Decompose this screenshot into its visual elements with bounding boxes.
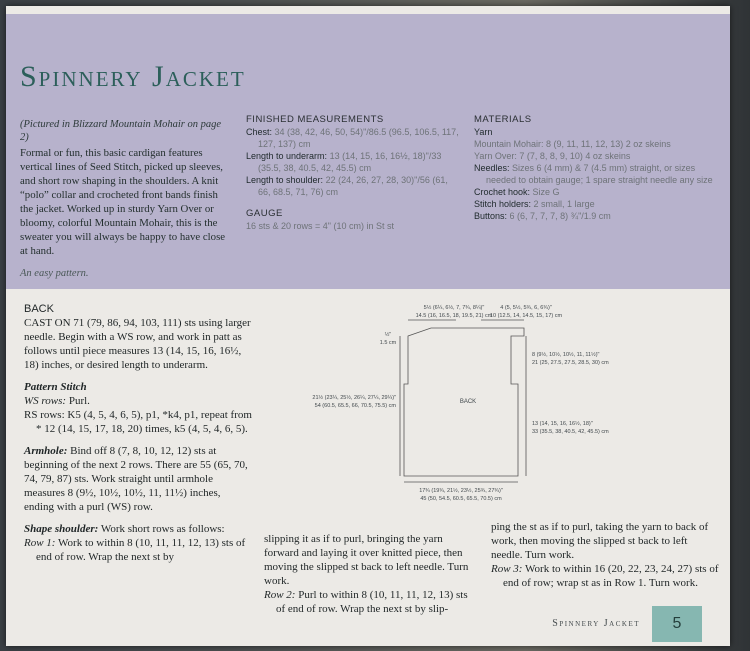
back-heading: BACK (24, 303, 54, 315)
row2-value: Purl to within 8 (10, 11, 11, 12, 13) sts of end of row. Wrap the next st by slip- (276, 589, 468, 615)
holders-value: 2 small, 1 large (533, 199, 595, 209)
pictured-note: (Pictured in Blizzard Mountain Mohair on page 2) (20, 119, 222, 143)
underarm-value: 13 (14, 15, 16, 16½, 18)"/33 (35.5, 38, 40.5, 42, 45.5) cm (258, 151, 442, 173)
difficulty-note: An easy pattern. (20, 268, 89, 279)
width-meas-in: 17¾ (19¾, 21½, 23½, 25¾, 27¾)" (419, 488, 503, 494)
armhole-label: Armhole: (24, 445, 68, 457)
cast-on-text: CAST ON 71 (79, 86, 94, 103, 111) sts using larger needle. Begin with a WS row, and work in patt as follows until piece measures 13 (14, 15, 16, 16½, 18) inches, or desired length to underarm. (24, 317, 251, 371)
materials-heading: MATERIALS (474, 114, 532, 125)
armhole-meas-cm: 21 (25, 27.5, 27.5, 28.5, 30) cm (532, 360, 609, 366)
materials (474, 114, 719, 222)
shape-shoulder-label: Shape shoulder: (24, 523, 99, 535)
gauge-heading: GAUGE (246, 208, 283, 219)
buttons-value: 6 (6, 7, 7, 7, 8) ¾"/1.9 cm (509, 211, 611, 221)
needles-label: Needles: (474, 163, 510, 173)
chest-label: Chest: (246, 127, 273, 137)
page-title: Spinnery Jacket (20, 60, 246, 93)
finished-measurements (246, 114, 461, 232)
armhole-meas-in: 8 (9½, 10½, 10½, 11, 11½)" (532, 352, 600, 358)
row2-continued: ping the st as if to purl, taking the yarn to back of work, then moving the slipped st back to left needle. Turn work. (491, 521, 709, 561)
top-right-meas-cm: 10 (12.5, 14, 14.5, 15, 17) cm (489, 313, 563, 319)
top-left-meas-cm: 14.5 (16, 16.5, 18, 19.5, 21) cm (415, 313, 493, 319)
schematic-diagram (296, 296, 716, 511)
shape-shoulder-value: Work short rows as follows: (100, 523, 225, 535)
hook-value: Size G (532, 187, 560, 197)
yarn-yarnover: Yarn Over: 7 (7, 8, 8, 9, 10) 4 oz skeins (474, 151, 631, 161)
length-meas-cm: 33 (35.5, 38, 40.5, 42, 45.5) cm (532, 429, 609, 435)
needles-value: Sizes 6 (4 mm) & 7 (4.5 mm) straight, or sizes needed to obtain gauge; 1 spare straight needle any size (486, 163, 713, 185)
width-meas-cm: 45 (50, 54.5, 60.5, 65.5, 70.5) cm (420, 496, 502, 502)
row1-value: Work to within 8 (10, 11, 11, 12, 13) sts of end of row. Wrap the next st by (36, 537, 246, 563)
shoulder-label: Length to shoulder: (246, 175, 324, 185)
book-page (6, 6, 730, 646)
yarn-label: Yarn (474, 127, 493, 137)
ws-value: Purl. (68, 395, 90, 407)
underarm-label: Length to underarm: (246, 151, 328, 161)
rs-value: K5 (4, 5, 4, 6, 5), p1, *k4, p1, repeat from * 12 (14, 15, 17, 18, 20) times, k5 (4, 5, 4, 6, 5). (36, 409, 252, 435)
page-footer (6, 604, 730, 646)
slope-meas-cm: 1.5 cm (379, 340, 397, 346)
shoulder-value: 22 (24, 26, 27, 28, 30)"/56 (61, 66, 68.5, 71, 76) cm (258, 175, 448, 197)
back-instructions (24, 302, 252, 564)
piece-label: BACK (459, 399, 477, 405)
holders-label: Stitch holders: (474, 199, 532, 209)
pattern-heading: Pattern Stitch (24, 381, 87, 393)
hook-label: Crochet hook: (474, 187, 531, 197)
side-left-meas-cm: 54 (60.5, 65.5, 66, 70.5, 75.5) cm (314, 403, 396, 409)
length-meas-in: 13 (14, 15, 16, 16½, 18)" (532, 421, 593, 427)
top-left-meas-in: 5½ (6¼, 6½, 7, 7¾, 8¼)" (423, 305, 485, 311)
intro-text: Formal or fun, this basic cardigan features vertical lines of Seed Stitch, picked up sleeves, and short row shaping in the shoulders. A knit “polo” collar and crocheted front bands finish the jacket. Worked up in sturdy Yarn Over or bloomy, colorful Mountain Mohair, this is the sweater you will always be happy to have close at hand. (20, 147, 226, 257)
row3-value: Work to within 16 (20, 22, 23, 24, 27) sts of end of row; wrap st as in Row 1. Turn work. (503, 563, 719, 589)
slope-meas-in: ½" (384, 332, 392, 338)
row1-continued: slipping it as if to purl, bringing the yarn forward and laying it over knitted piece, then moving the slipped st back to left needle. Turn work. (264, 533, 469, 587)
top-right-meas-in: 4 (5, 5½, 5¾, 6, 6¾)" (500, 305, 552, 311)
instructions-column-3 (491, 520, 719, 590)
finished-heading: FINISHED MEASUREMENTS (246, 114, 384, 125)
buttons-label: Buttons: (474, 211, 508, 221)
row2-label: Row 2: (264, 589, 296, 601)
gauge-value: 16 sts & 20 rows = 4" (10 cm) in St st (246, 221, 394, 231)
page-number: 5 (652, 606, 702, 642)
chest-value: 34 (38, 42, 46, 50, 54)"/86.5 (96.5, 106.5, 117, 127, 137) cm (258, 127, 459, 149)
yarn-mohair: Mountain Mohair: 8 (9, 11, 11, 12, 13) 2 oz skeins (474, 139, 671, 149)
row3-label: Row 3: (491, 563, 523, 575)
ws-label: WS rows: (24, 395, 67, 407)
rs-label: RS rows: (24, 409, 65, 421)
running-footer-title: Spinnery Jacket (552, 618, 640, 629)
side-left-meas-in: 21½ (23¼, 25½, 26¼, 27¼, 29¼)" (312, 395, 396, 401)
armhole-value: Bind off 8 (7, 8, 10, 12, 12) sts at beginning of the next 2 rows. There are 55 (65, 70, 74, 79, 87) sts. Work straight until armhole measures 8 (9½, 10½, 10½, 11, 11½) inches, ending with a purl (WS) row. (24, 445, 248, 513)
row1-label: Row 1: (24, 537, 56, 549)
